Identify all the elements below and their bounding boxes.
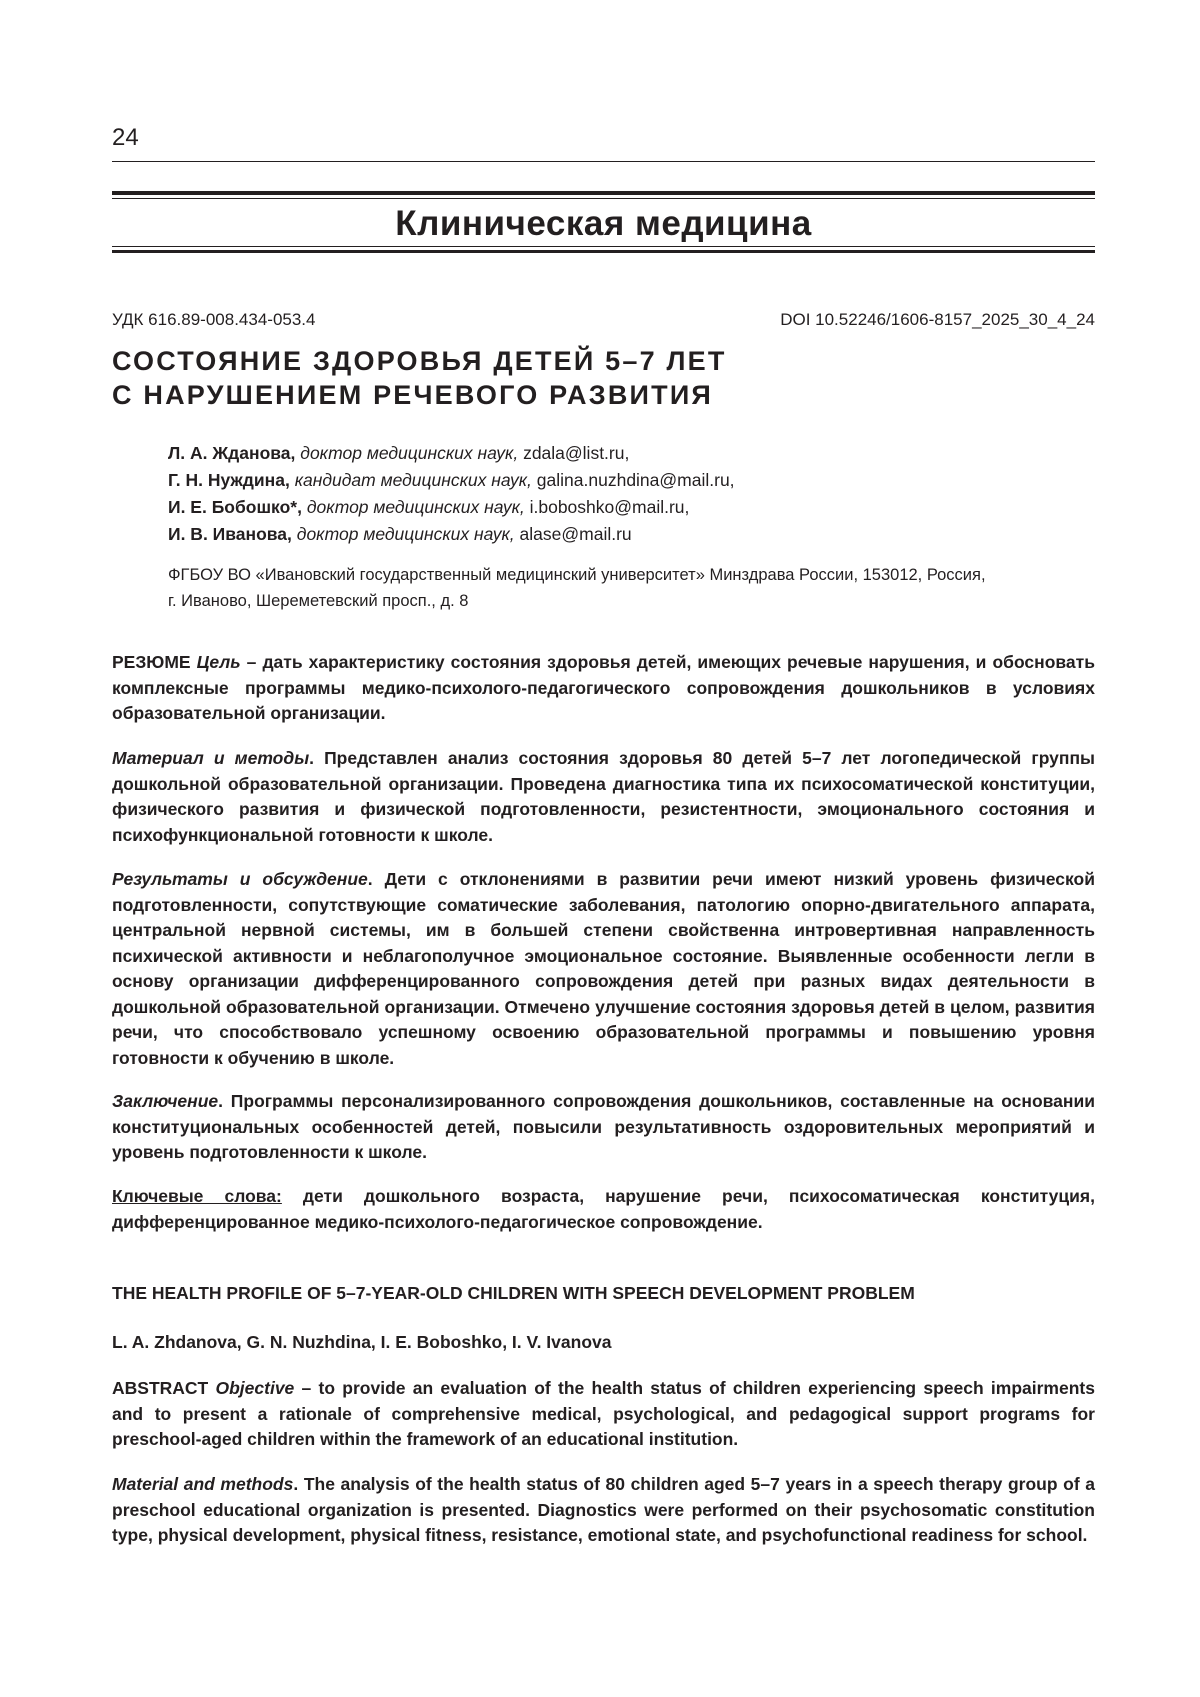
author-name: И. Е. Бобошко*,	[168, 497, 302, 517]
author-degree: доктор медицинских наук,	[296, 524, 515, 544]
author-name: И. В. Иванова,	[168, 524, 292, 544]
english-authors: L. A. Zhdanova, G. N. Nuzhdina, I. E. Boboshko, I. V. Ivanova	[112, 1332, 612, 1352]
section-title: Клиническая медицина	[395, 204, 812, 243]
author-email[interactable]: zdala@list.ru,	[523, 443, 630, 463]
english-materials-text: . The analysis of the health status of 80 children aged 5–7 years in a speech therapy group of a preschool educational organization is presented. Diagnostics were performed on their psychosomatic constitution type, physical development, physical fitness, resistance, emotional state, and psychofunctional readiness for school.	[112, 1474, 1095, 1545]
resume-lead: Цель	[196, 652, 241, 672]
keywords-text: дети дошкольного возраста, нарушение речи, психосоматическая конституция, дифференцированное медико-психолого-педагогическое сопровождение.	[112, 1186, 1095, 1232]
author-item	[168, 521, 1095, 548]
author-degree: кандидат медицинских наук,	[294, 470, 532, 490]
affiliation	[168, 562, 1095, 614]
udc-code: УДК 616.89-008.434-053.4	[112, 310, 316, 329]
section-banner	[112, 191, 1095, 253]
results-lead: Результаты и обсуждение	[112, 869, 368, 889]
page-number: 24	[112, 124, 139, 151]
author-email[interactable]: galina.nuzhdina@mail.ru,	[536, 470, 735, 490]
english-materials-lead: Material and methods	[112, 1474, 294, 1494]
materials-text: . Представлен анализ состояния здоровья 80 детей 5–7 лет логопедической группы дошкольной образовательной организации. Проведена диагностика типа их психосоматической конституции, физического развития и физической подготовленности, резистентности, эмоционального состояния и психофункциональной готовности к школе.	[112, 748, 1095, 845]
article-title-line-2: С НАРУШЕНИЕМ РЕЧЕВОГО РАЗВИТИЯ	[112, 380, 714, 410]
author-degree: доктор медицинских наук,	[306, 497, 525, 517]
resume-text: – дать характеристику состояния здоровья детей, имеющих речевые нарушения, и обосновать комплексные программы медико-психолого-педагогического сопровождения дошкольников в условиях образовательной организации.	[112, 652, 1095, 723]
materials-lead: Материал и методы	[112, 748, 310, 768]
keywords-paragraph	[112, 1184, 1095, 1235]
article-title-line-1: СОСТОЯНИЕ ЗДОРОВЬЯ ДЕТЕЙ 5–7 ЛЕТ	[112, 346, 727, 376]
article-meta	[112, 310, 1095, 330]
author-name: Г. Н. Нуждина,	[168, 470, 290, 490]
author-name: Л. А. Жданова,	[168, 443, 296, 463]
materials-paragraph	[112, 746, 1095, 848]
article-title	[112, 344, 1012, 412]
abstract-lead: Objective	[215, 1378, 295, 1398]
keywords-label: Ключевые слова:	[112, 1186, 282, 1206]
author-item	[168, 440, 1095, 467]
affiliation-line-2: г. Иваново, Шереметевский просп., д. 8	[168, 592, 469, 610]
affiliation-line-1: ФГБОУ ВО «Ивановский государственный медицинский университет» Минздрава России, 153012, Россия,	[168, 566, 986, 584]
conclusion-text: . Программы персонализированного сопровождения дошкольников, составленные на основании конституциональных особенностей детей, повысили результативность оздоровительных мероприятий и уровень подготовленности к школе.	[112, 1091, 1095, 1162]
resume-paragraph	[112, 650, 1095, 727]
conclusion-lead: Заключение	[112, 1091, 219, 1111]
abstract-label: ABSTRACT	[112, 1378, 209, 1398]
author-item	[168, 467, 1095, 494]
results-text: . Дети с отклонениями в развитии речи имеют низкий уровень физической подготовленности, сопутствующие соматические заболевания, патологию опорно-двигательного аппарата, центральной нервной системы, им в большей степени свойственна интровертивная направленность психической активности и неблагополучное эмоциональное состояние. Выявленные особенности легли в основу организации дифференцированного сопровождения детей при разных видах деятельности в дошкольной образовательной организации. Отмечено улучшение состояния здоровья детей в целом, развития речи, что способствовало успешному освоению образовательной программы и повышению уровня готовности к обучению в школе.	[112, 869, 1095, 1068]
abstract-text: – to provide an evaluation of the health status of children experiencing speech impairments and to present a rationale of comprehensive medical, psychological, and pedagogical support programs for preschool-aged children within the framework of an educational institution.	[112, 1378, 1095, 1449]
resume-label: РЕЗЮМЕ	[112, 652, 191, 672]
abstract-paragraph	[112, 1376, 1095, 1453]
english-title: THE HEALTH PROFILE OF 5–7-YEAR-OLD CHILDREN WITH SPEECH DEVELOPMENT PROBLEM	[112, 1283, 915, 1303]
doi: DOI 10.52246/1606-8157_2025_30_4_24	[780, 310, 1095, 329]
author-email[interactable]: alase@mail.ru	[519, 524, 632, 544]
conclusion-paragraph	[112, 1089, 1095, 1166]
author-degree: доктор медицинских наук,	[300, 443, 519, 463]
author-item	[168, 494, 1095, 521]
author-email[interactable]: i.boboshko@mail.ru,	[529, 497, 690, 517]
results-paragraph	[112, 867, 1095, 1071]
header-rule	[112, 161, 1095, 162]
english-materials-paragraph	[112, 1472, 1095, 1549]
author-list	[168, 440, 1095, 548]
